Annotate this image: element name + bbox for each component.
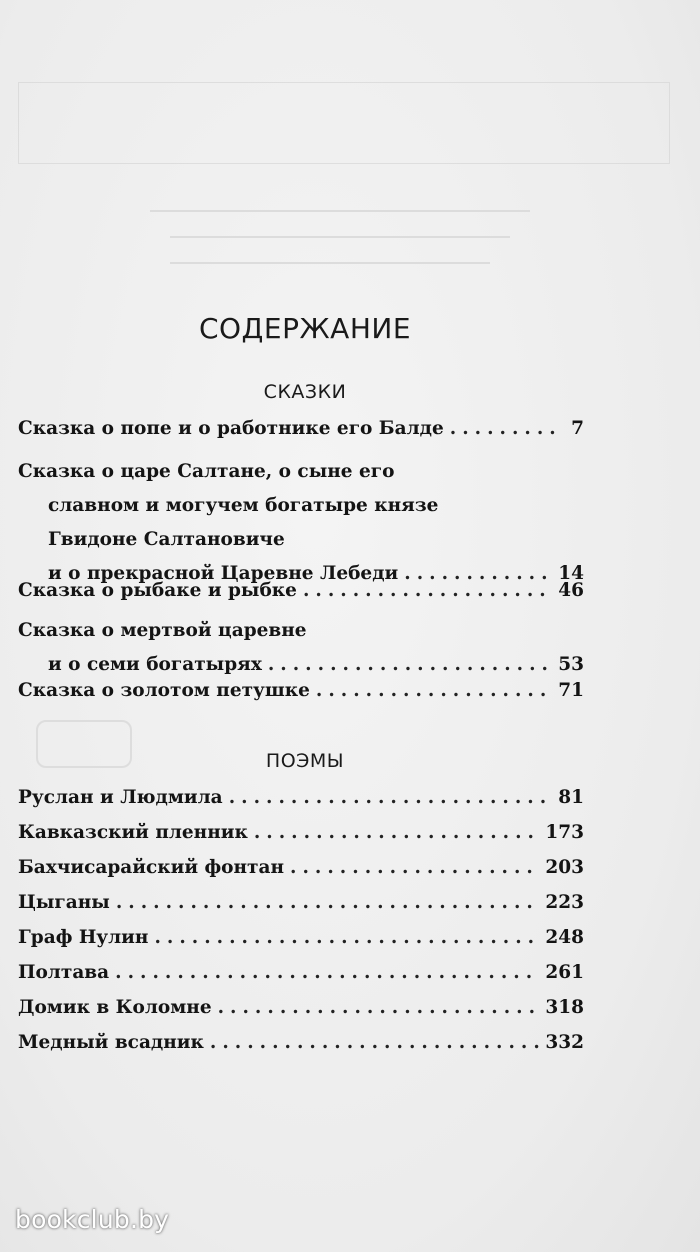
toc-entry[interactable] [18,574,584,608]
page-number: 332 [545,1032,584,1053]
dot-leader [218,991,540,1025]
page-number: 46 [558,580,584,601]
page-number: 53 [558,654,584,675]
entry-title: Граф Нулин [18,927,149,948]
entry-title: Цыганы [18,892,110,913]
bleed-through-line [150,210,530,212]
entry-title: Домик в Коломне [18,997,212,1018]
bleed-through-line [170,262,490,264]
site-watermark: bookclub.by [15,1205,170,1234]
page-number: 261 [545,962,584,983]
toc-title: СОДЕРЖАНИЕ [198,312,412,345]
dot-leader [254,816,540,850]
dot-leader [116,886,540,920]
entry-title-continued: славном и могучем богатыре князе [48,495,439,516]
entry-title: Полтава [18,962,110,983]
section-heading-poems: ПОЭМЫ [265,750,345,772]
page-number: 318 [545,997,584,1018]
dot-leader [115,956,539,990]
page-number: 223 [545,892,584,913]
page-number: 14 [558,563,584,584]
dot-leader [303,574,552,608]
entry-title: Сказка о попе и о работнике его Балде [18,418,444,439]
dot-leader [210,1026,539,1060]
dot-leader [316,674,552,708]
dot-leader [290,851,539,885]
entry-title: Сказка о мертвой царевне [18,620,307,641]
page-number: 71 [558,680,584,701]
toc-entry[interactable] [18,781,584,815]
toc-entry[interactable] [18,816,584,850]
toc-entry[interactable] [18,851,584,885]
entry-title: Сказка о царе Салтане, о сыне его [18,461,395,482]
entry-title: Кавказский пленник [18,822,248,843]
toc-entry[interactable] [18,614,584,682]
toc-entry[interactable] [18,956,584,990]
page-number: 173 [545,822,584,843]
bleed-through-text-block [18,82,670,164]
toc-entry[interactable] [18,921,584,955]
entry-title: Бахчисарайский фонтан [18,857,285,878]
entry-title: Сказка о золотом петушке [18,680,310,701]
section-heading-tales: СКАЗКИ [263,381,347,403]
page-number: 203 [545,857,584,878]
entry-title-continued: и о семи богатырях [48,654,262,675]
dot-leader [229,781,553,815]
dot-leader [450,412,558,446]
toc-entry[interactable] [18,886,584,920]
toc-entry[interactable] [18,991,584,1025]
bleed-through-line [170,236,510,238]
page-number: 7 [571,418,584,439]
entry-title-continued: и о прекрасной Царевне Лебеди [48,563,399,584]
entry-title: Руслан и Людмила [18,787,223,808]
entry-title: Медный всадник [18,1032,204,1053]
entry-title-continued: Гвидоне Салтановиче [48,529,285,550]
toc-entry[interactable] [18,1026,584,1060]
entry-title: Сказка о рыбаке и рыбке [18,580,297,601]
dot-leader [154,921,539,955]
toc-entry[interactable] [18,674,584,708]
toc-entry[interactable] [18,455,584,591]
page-number: 248 [545,927,584,948]
page-number: 81 [558,787,584,808]
toc-entry[interactable] [18,412,584,446]
